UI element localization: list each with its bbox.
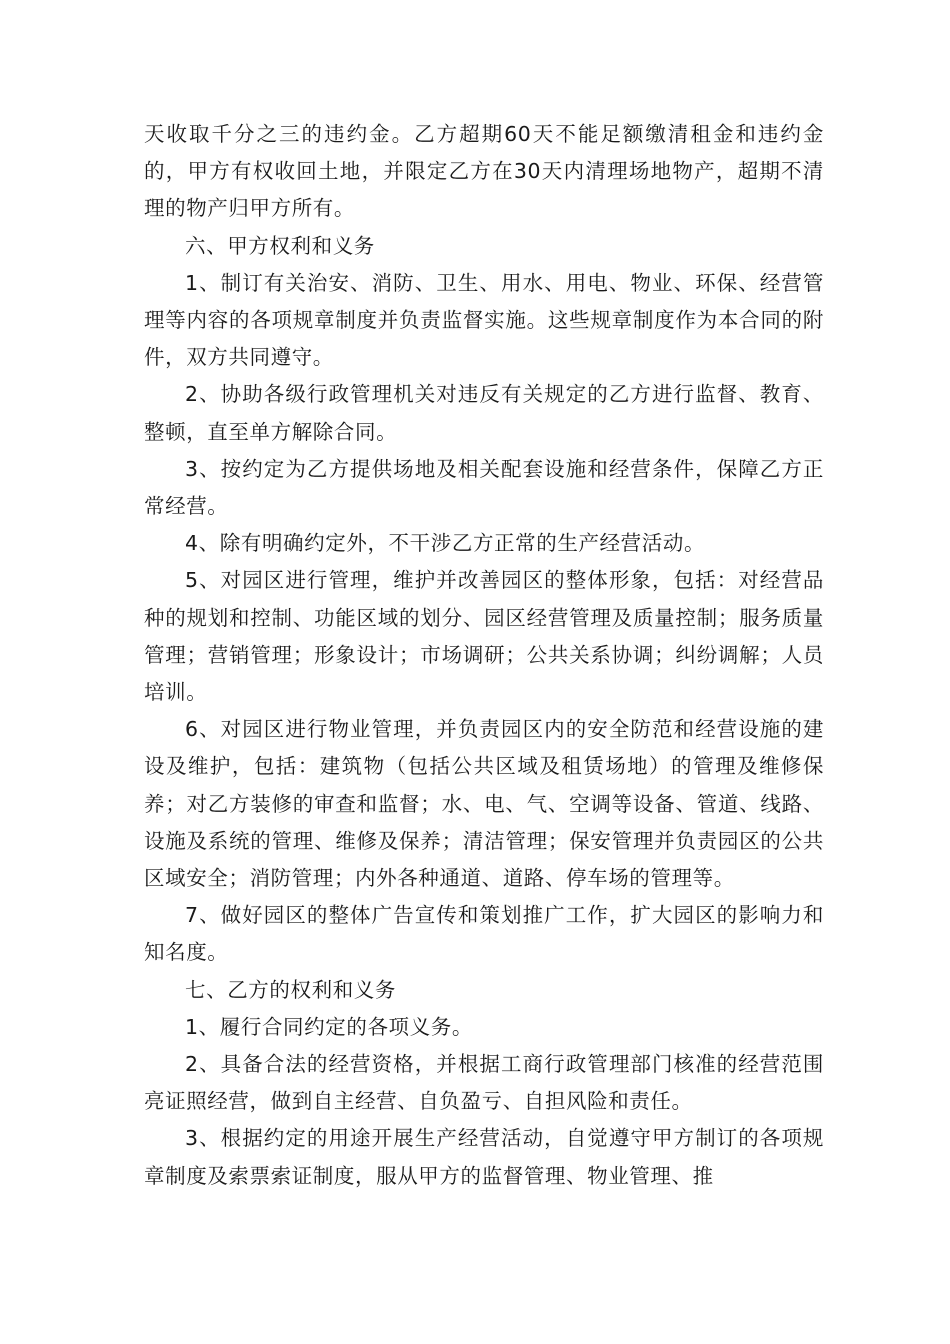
paragraph-6-1: 1、制订有关治安、消防、卫生、用水、用电、物业、环保、经营管理等内容的各项规章制度并负责监督实施。这些规章制度作为本合同的附件，双方共同遵守。 (144, 270, 824, 370)
paragraph-6-6: 6、对园区进行物业管理，并负责园区内的安全防范和经营设施的建设及维护，包括：建筑物（包括公共区域及租赁场地）的管理及维修保养；对乙方装修的审查和监督；水、电、气、空调等设备、管道、线路、设施及系统的管理、维修及保养；清洁管理；保安管理并负责园区的公共区域安全；消防管理；内外各种通道、道路、停车场的管理等。 (144, 717, 824, 891)
paragraph-7-3: 3、根据约定的用途开展生产经营活动，自觉遵守甲方制订的各项规章制度及索票索证制度，服从甲方的监督管理、物业管理、推 (144, 1126, 824, 1188)
paragraph-7-2: 2、具备合法的经营资格，并根据工商行政管理部门核准的经营范围亮证照经营，做到自主经营、自负盈亏、自担风险和责任。 (144, 1052, 824, 1114)
paragraph-6-3: 3、按约定为乙方提供场地及相关配套设施和经营条件，保障乙方正常经营。 (144, 456, 824, 519)
paragraph-6-7: 7、做好园区的整体广告宣传和策划推广工作，扩大园区的影响力和知名度。 (144, 903, 824, 965)
document-body (144, 116, 824, 1195)
paragraph-7-1: 1、履行合同约定的各项义务。 (185, 1014, 473, 1039)
section-heading-6: 六、甲方权利和义务 (185, 233, 375, 258)
paragraph-6-4: 4、除有明确约定外，不干涉乙方正常的生产经营活动。 (185, 531, 706, 556)
paragraph-6-2: 2、协助各级行政管理机关对违反有关规定的乙方进行监督、教育、整顿，直至单方解除合同。 (144, 382, 824, 444)
section-heading-7: 七、乙方的权利和义务 (185, 977, 396, 1002)
paragraph-6-5: 5、对园区进行管理，维护并改善园区的整体形象，包括：对经营品种的规划和控制、功能区域的划分、园区经营管理及质量控制；服务质量管理；营销管理；形象设计；市场调研；公共关系协调；纠纷调解；人员培训。 (144, 568, 824, 705)
paragraph-0: 天收取千分之三的违约金。乙方超期60天不能足额缴清租金和违约金的，甲方有权收回土地，并限定乙方在30天内清理场地物产，超期不清理的物产归甲方所有。 (144, 122, 824, 221)
